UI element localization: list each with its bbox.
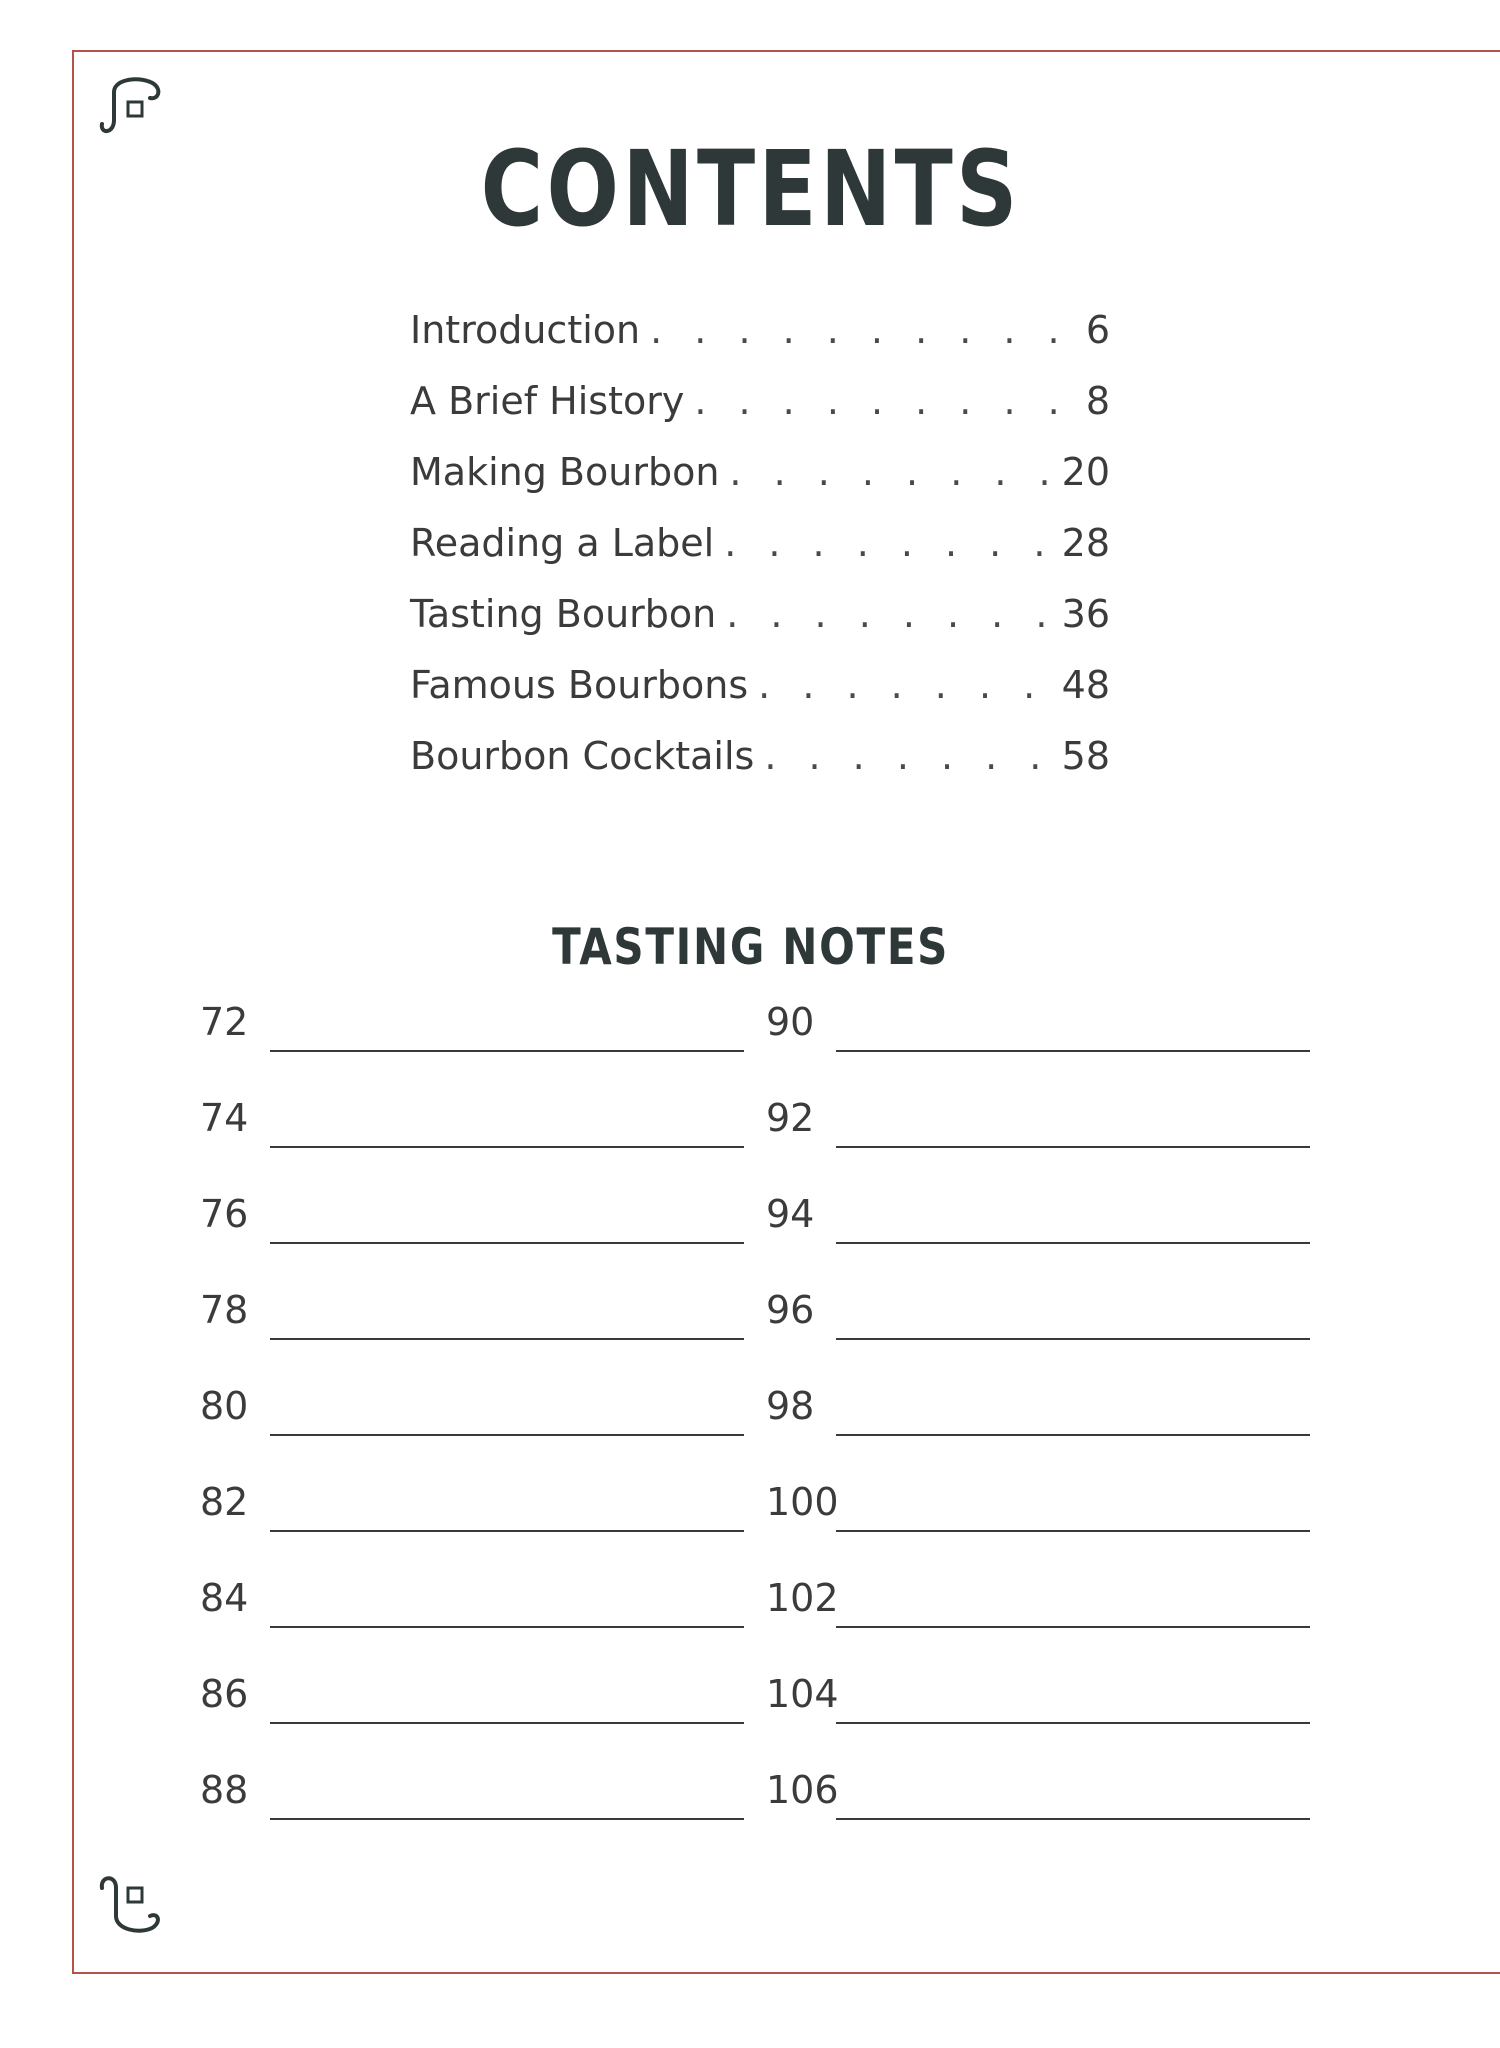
toc-leader [694, 379, 1060, 423]
toc-label: Bourbon Cocktails [410, 734, 755, 778]
toc-leader [758, 663, 1051, 707]
note-write-line[interactable] [270, 1818, 744, 1820]
note-page-number: 94 [766, 1192, 815, 1236]
note-page-number: 84 [200, 1576, 249, 1620]
note-row [766, 1288, 1426, 1384]
note-page-number: 92 [766, 1096, 815, 1140]
note-row [200, 1384, 860, 1480]
note-page-number: 72 [200, 1000, 249, 1044]
note-page-number: 98 [766, 1384, 815, 1428]
note-row [200, 1480, 860, 1576]
note-row [766, 1768, 1426, 1864]
note-row [200, 1096, 860, 1192]
note-row [200, 1576, 860, 1672]
toc-entry[interactable] [410, 450, 1110, 521]
note-row [200, 1192, 860, 1288]
toc-entry[interactable] [410, 379, 1110, 450]
note-row [766, 1384, 1426, 1480]
toc-label: Introduction [410, 308, 641, 352]
toc-entry[interactable] [410, 592, 1110, 663]
tasting-notes-left-column [200, 1000, 860, 1864]
toc-page: 20 [1061, 450, 1110, 494]
note-page-number: 88 [200, 1768, 249, 1812]
note-page-number: 90 [766, 1000, 815, 1044]
note-row [766, 1096, 1426, 1192]
note-page-number: 80 [200, 1384, 249, 1428]
note-write-line[interactable] [836, 1434, 1310, 1436]
note-write-line[interactable] [270, 1146, 744, 1148]
note-write-line[interactable] [836, 1146, 1310, 1148]
toc-entry[interactable] [410, 308, 1110, 379]
toc-entry[interactable] [410, 521, 1110, 592]
note-write-line[interactable] [836, 1338, 1310, 1340]
note-write-line[interactable] [836, 1818, 1310, 1820]
note-page-number: 96 [766, 1288, 815, 1332]
note-write-line[interactable] [270, 1530, 744, 1532]
note-write-line[interactable] [836, 1050, 1310, 1052]
note-page-number: 106 [766, 1768, 839, 1812]
flourish-icon [92, 1868, 172, 1948]
note-write-line[interactable] [270, 1626, 744, 1628]
note-page-number: 76 [200, 1192, 249, 1236]
toc-leader [729, 450, 1051, 494]
toc-page: 28 [1061, 521, 1110, 565]
note-write-line[interactable] [836, 1626, 1310, 1628]
note-row [766, 1000, 1426, 1096]
note-write-line[interactable] [270, 1722, 744, 1724]
toc-label: Famous Bourbons [410, 663, 749, 707]
note-write-line[interactable] [270, 1050, 744, 1052]
toc-entry[interactable] [410, 663, 1110, 734]
note-row [766, 1576, 1426, 1672]
page-title: CONTENTS [480, 128, 1021, 250]
note-page-number: 82 [200, 1480, 249, 1524]
toc-page: 48 [1061, 663, 1110, 707]
toc-label: Making Bourbon [410, 450, 720, 494]
note-write-line[interactable] [270, 1338, 744, 1340]
note-page-number: 104 [766, 1672, 839, 1716]
note-row [200, 1672, 860, 1768]
note-page-number: 86 [200, 1672, 249, 1716]
toc-leader [764, 734, 1051, 778]
note-row [766, 1480, 1426, 1576]
tasting-notes-right-column [766, 1000, 1426, 1864]
toc-entry[interactable] [410, 734, 1110, 805]
toc-label: A Brief History [410, 379, 685, 423]
toc-page: 8 [1085, 379, 1110, 423]
note-write-line[interactable] [270, 1242, 744, 1244]
note-row [200, 1288, 860, 1384]
toc-label: Tasting Bourbon [410, 592, 717, 636]
note-page-number: 78 [200, 1288, 249, 1332]
note-row [200, 1000, 860, 1096]
toc-leader [650, 308, 1060, 352]
note-row [766, 1672, 1426, 1768]
toc-leader [726, 592, 1051, 636]
note-write-line[interactable] [836, 1722, 1310, 1724]
note-write-line[interactable] [836, 1242, 1310, 1244]
note-write-line[interactable] [836, 1530, 1310, 1532]
tasting-notes-heading: TASTING NOTES [552, 918, 950, 976]
toc-label: Reading a Label [410, 521, 715, 565]
toc-page: 36 [1061, 592, 1110, 636]
note-write-line[interactable] [270, 1434, 744, 1436]
toc-leader [724, 521, 1051, 565]
note-row [766, 1192, 1426, 1288]
table-of-contents [410, 308, 1110, 805]
note-page-number: 74 [200, 1096, 249, 1140]
note-row [200, 1768, 860, 1864]
note-page-number: 102 [766, 1576, 839, 1620]
toc-page: 6 [1085, 308, 1110, 352]
note-page-number: 100 [766, 1480, 839, 1524]
toc-page: 58 [1061, 734, 1110, 778]
